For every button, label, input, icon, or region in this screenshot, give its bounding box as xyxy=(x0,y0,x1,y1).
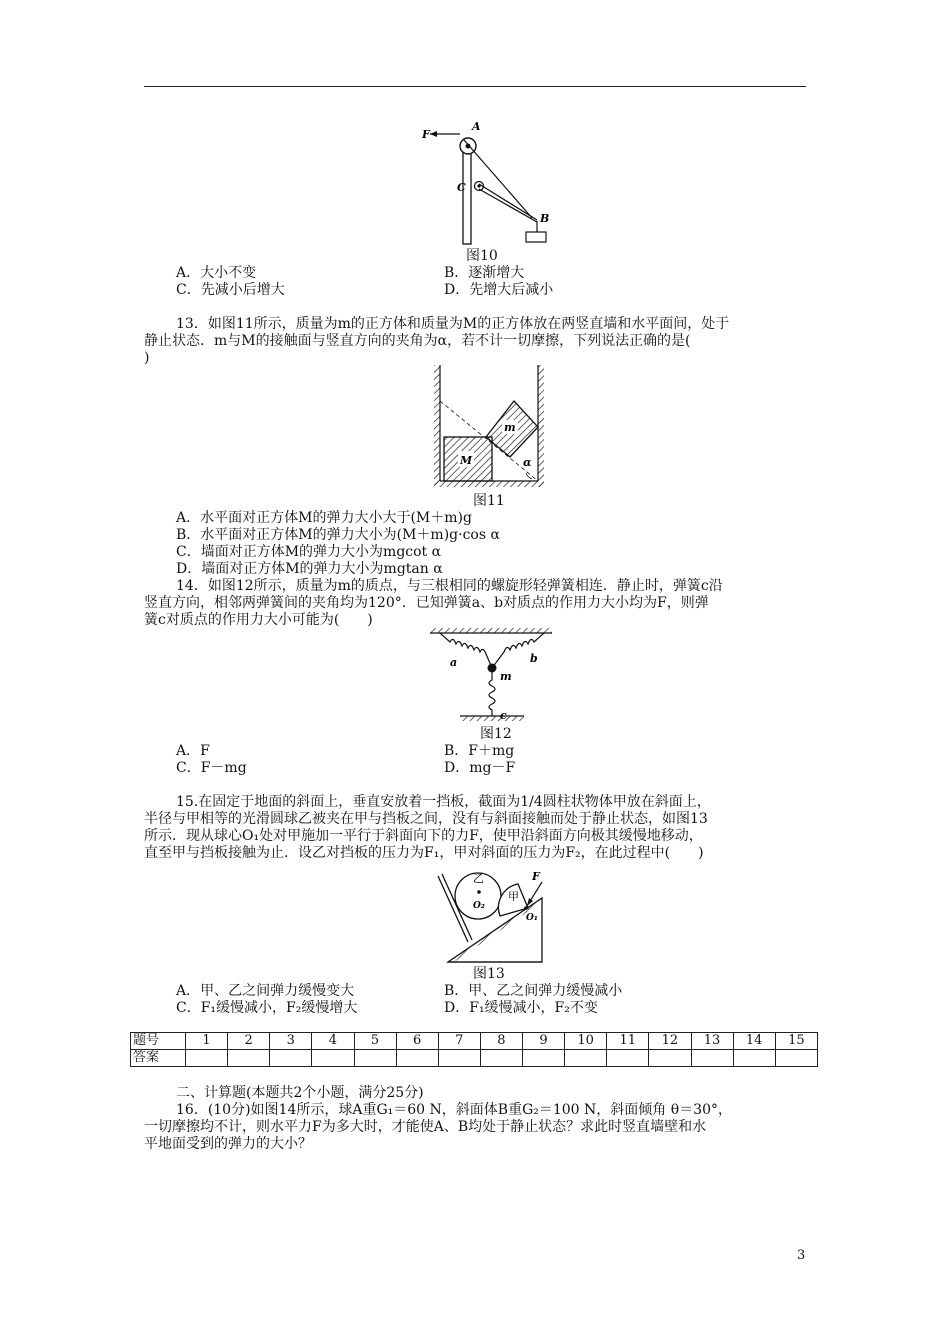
figure-12 xyxy=(428,628,556,724)
answer-cell[interactable] xyxy=(775,1050,817,1067)
q15-option-b: B．甲、乙之间弹力缓慢减小 xyxy=(444,983,623,999)
q13-line-2: 静止状态．m与M的接触面与竖直方向的夹角为α，若不计一切摩擦，下列说法正确的是( xyxy=(144,333,691,349)
q13-option-c: C．墙面对正方体M的弹力大小为mgcot α xyxy=(176,544,442,560)
q13-line-3: ) xyxy=(144,350,150,366)
q14-option-b: B．F＋mg xyxy=(444,743,515,759)
answer-table-number: 4 xyxy=(312,1033,354,1050)
fig13-label-O2: O₂ xyxy=(473,901,485,911)
answer-cell[interactable] xyxy=(270,1050,312,1067)
answer-cell[interactable] xyxy=(396,1050,438,1067)
answer-table-number: 1 xyxy=(186,1033,228,1050)
q13-option-d: D．墙面对正方体M的弹力大小为mgtan α xyxy=(176,561,443,577)
fig11-caption: 图11 xyxy=(473,493,505,509)
answer-table-answer-row xyxy=(131,1050,818,1067)
fig13-caption: 图13 xyxy=(473,966,505,982)
fig13-label-O1: O₁ xyxy=(526,913,538,923)
answer-table-number: 2 xyxy=(228,1033,270,1050)
q14-line-3: 簧c对质点的作用力大小可能为( ) xyxy=(144,612,373,628)
answer-table-number: 3 xyxy=(270,1033,312,1050)
q14-option-c: C．F－mg xyxy=(176,760,247,776)
fig10-option-c: C．先减小后增大 xyxy=(176,282,285,298)
page-number: 3 xyxy=(797,1248,806,1263)
answer-table-header-row xyxy=(131,1033,818,1050)
answer-table-number: 5 xyxy=(354,1033,396,1050)
fig11-label-alpha: α xyxy=(523,456,532,469)
answer-table-answer-label: 答案 xyxy=(131,1050,186,1067)
fig10-option-d: D．先增大后减小 xyxy=(444,282,554,298)
fig11-label-M: M xyxy=(460,454,473,467)
header-rule xyxy=(144,86,806,87)
answer-table-number: 10 xyxy=(565,1033,607,1050)
answer-cell[interactable] xyxy=(733,1050,775,1067)
q13-option-a: A．水平面对正方体M的弹力大小大于(M＋m)g xyxy=(176,510,472,526)
fig12-label-a: a xyxy=(450,656,458,669)
answer-cell[interactable] xyxy=(691,1050,733,1067)
answer-table-number: 15 xyxy=(775,1033,817,1050)
q15-option-a: A．甲、乙之间弹力缓慢变大 xyxy=(176,983,355,999)
answer-cell[interactable] xyxy=(312,1050,354,1067)
q16-line-3: 平地面受到的弹力的大小？ xyxy=(144,1136,312,1152)
fig10-label-A: A xyxy=(472,120,481,133)
answer-cell[interactable] xyxy=(480,1050,522,1067)
q15-line-4: 直至甲与挡板接触为止．设乙对挡板的压力为F₁，甲对斜面的压力为F₂，在此过程中( ) xyxy=(144,845,704,861)
answer-table xyxy=(130,1032,818,1067)
fig12-label-m: m xyxy=(500,670,512,683)
section2-title: 二、计算题(本题共2个小题，满分25分) xyxy=(176,1085,424,1101)
answer-cell[interactable] xyxy=(523,1050,565,1067)
fig10-caption: 图10 xyxy=(466,248,498,264)
fig10-option-a: A．大小不变 xyxy=(176,265,257,281)
fig13-label-jia: 甲 xyxy=(508,890,519,903)
answer-cell[interactable] xyxy=(565,1050,607,1067)
fig12-caption: 图12 xyxy=(480,726,512,742)
fig10-label-B: B xyxy=(540,212,550,225)
answer-table-number: 7 xyxy=(438,1033,480,1050)
q14-line-1: 14．如图12所示，质量为m的质点，与三根相同的螺旋形轻弹簧相连．静止时，弹簧c沿 xyxy=(176,578,723,594)
answer-table-number: 12 xyxy=(649,1033,691,1050)
fig12-label-c: c xyxy=(500,709,507,722)
answer-table-number: 6 xyxy=(396,1033,438,1050)
fig12-label-b: b xyxy=(530,652,538,665)
q14-line-2: 竖直方向，相邻两弹簧间的夹角均为120°．已知弹簧a、b对质点的作用力大小均为F，则弹 xyxy=(144,595,709,611)
q16-line-1: 16．(10分)如图14所示，球A重G₁＝60 N，斜面体B重G₂＝100 N，斜面倾角 θ＝30°， xyxy=(176,1102,732,1118)
answer-cell[interactable] xyxy=(354,1050,396,1067)
q13-option-b: B．水平面对正方体M的弹力大小为(M＋m)g·cos α xyxy=(176,527,500,543)
q15-option-c: C．F₁缓慢减小，F₂缓慢增大 xyxy=(176,1000,358,1016)
answer-table-number: 14 xyxy=(733,1033,775,1050)
figure-13 xyxy=(434,862,550,966)
q15-line-1: 15.在固定于地面的斜面上，垂直安放着一挡板，截面为1/4圆柱状物体甲放在斜面上， xyxy=(176,794,711,810)
answer-table-number: 11 xyxy=(607,1033,649,1050)
answer-cell[interactable] xyxy=(186,1050,228,1067)
fig11-label-m: m xyxy=(504,421,516,434)
fig10-option-b: B．逐渐增大 xyxy=(444,265,525,281)
q14-option-d: D．mg－F xyxy=(444,760,516,776)
figure-11 xyxy=(434,365,546,491)
q13-line-1: 13．如图11所示，质量为m的正方体和质量为M的正方体放在两竖直墙和水平面间，处于 xyxy=(176,316,730,332)
q14-option-a: A．F xyxy=(176,743,210,759)
answer-cell[interactable] xyxy=(228,1050,270,1067)
q16-line-2: 一切摩擦均不计，则水平力F为多大时，才能使A、B均处于静止状态？求此时竖直墙壁和水 xyxy=(144,1119,707,1135)
figure-10 xyxy=(420,118,550,250)
answer-cell[interactable] xyxy=(649,1050,691,1067)
fig13-label-F: F xyxy=(532,870,540,883)
answer-table-header-label: 题号 xyxy=(131,1033,186,1050)
answer-cell[interactable] xyxy=(607,1050,649,1067)
answer-cell[interactable] xyxy=(438,1050,480,1067)
fig10-label-F: F xyxy=(422,128,430,141)
q15-option-d: D．F₁缓慢减小，F₂不变 xyxy=(444,1000,598,1016)
fig10-label-C: C xyxy=(457,181,466,194)
q15-line-2: 半径与甲相等的光滑圆球乙被夹在甲与挡板之间，没有与斜面接触而处于静止状态，如图13 xyxy=(144,811,708,827)
q15-line-3: 所示．现从球心O₁处对甲施加一平行于斜面向下的力F，使甲沿斜面方向极其缓慢地移动， xyxy=(144,828,703,844)
answer-table-number: 13 xyxy=(691,1033,733,1050)
fig13-label-yi: 乙 xyxy=(473,872,484,885)
answer-table-number: 8 xyxy=(480,1033,522,1050)
answer-table-number: 9 xyxy=(523,1033,565,1050)
